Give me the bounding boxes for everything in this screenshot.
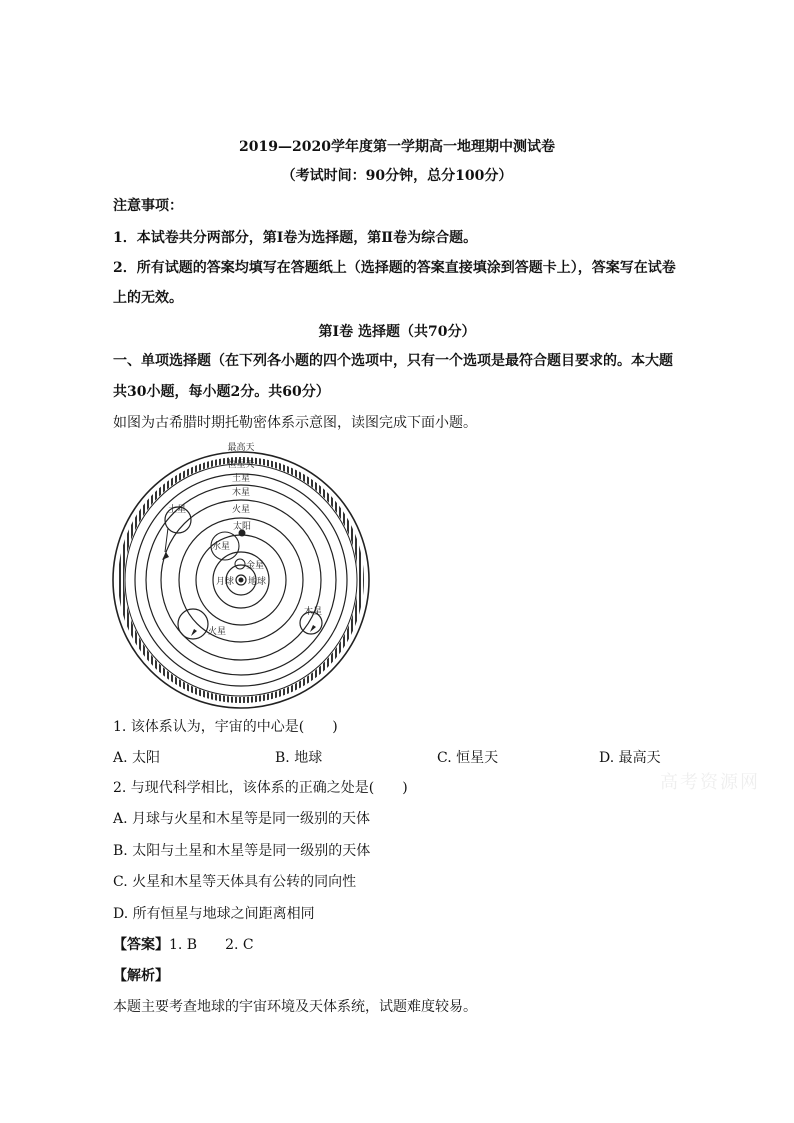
label-saturn-epicycle: 土星 [167, 505, 187, 515]
label-earth: 地球 [247, 577, 267, 587]
label-saturn-orbit: 土星 [231, 474, 251, 484]
watermark: 高考资源网 [660, 772, 760, 793]
mars-epicycle [178, 609, 208, 639]
label-jupiter-orbit: 木星 [231, 488, 251, 498]
label-moon: 月球 [215, 577, 235, 587]
exam-subtitle: （考试时间：90分钟，总分100分） [281, 168, 513, 184]
analysis-text: 本题主要考查地球的宇宙环境及天体系统，试题难度较易。 [113, 999, 477, 1015]
label-mars-epicycle: 火星 [207, 627, 227, 637]
question-2-option-a[interactable]: A. 月球与火星和木星等是同一级别的天体 [113, 811, 371, 827]
section-instruction: 一、单项选择题（在下列各小题的四个选项中，只有一个选项是最符合题目要求的。本大题 [113, 353, 673, 369]
section-instruction-cont: 共30小题，每小题2分。共60分） [113, 384, 330, 400]
section-heading: 第Ⅰ卷 选择题（共70分） [318, 324, 476, 340]
exam-title: 2019—2020学年度第一学期高一地理期中测试卷 [239, 139, 555, 155]
label-highest-heaven: 最高天 [227, 443, 255, 453]
label-fixed-stars: 恒星天 [227, 460, 255, 470]
label-mercury: 水星 [211, 542, 231, 552]
answer-text: 1. B 2. C [169, 937, 254, 953]
notice-item-2: 2．所有试题的答案均填写在答题纸上（选择题的答案直接填涂到答题卡上），答案写在试卷 [113, 260, 676, 276]
question-2-option-c[interactable]: C. 火星和木星等天体具有公转的同向性 [113, 874, 357, 890]
question-2-stem: 2. 与现代科学相比，该体系的正确之处是( ) [113, 780, 408, 796]
label-mars-orbit: 火星 [231, 505, 251, 515]
question-1-option-b[interactable]: B. 地球 [275, 750, 323, 766]
ptolemaic-system-diagram [111, 440, 371, 710]
venus-epicycle [235, 559, 245, 569]
answer-label: 【答案】 [113, 937, 169, 953]
question-1-option-c[interactable]: C. 恒星天 [437, 750, 499, 766]
question-1-option-a[interactable]: A. 太阳 [113, 750, 161, 766]
question-1-stem: 1. 该体系认为，宇宙的中心是( ) [113, 719, 338, 735]
diagram-intro: 如图为古希腊时期托勒密体系示意图，读图完成下面小题。 [113, 415, 477, 431]
label-venus: 金星 [245, 561, 265, 571]
notice-heading: 注意事项： [113, 198, 183, 214]
answer-line [113, 936, 254, 954]
notice-item-1: 1．本试卷共分两部分，第Ⅰ卷为选择题，第Ⅱ卷为综合题。 [113, 230, 478, 246]
question-2-option-b[interactable]: B. 太阳与土星和木星等是同一级别的天体 [113, 843, 371, 859]
label-sun: 太阳 [232, 522, 252, 532]
question-1-option-d[interactable]: D. 最高天 [599, 750, 661, 766]
label-jupiter-epicycle: 木星 [303, 607, 323, 617]
analysis-label: 【解析】 [113, 968, 169, 984]
notice-item-2-cont: 上的无效。 [113, 290, 183, 306]
question-2-option-d[interactable]: D. 所有恒星与地球之间距离相同 [113, 906, 315, 922]
